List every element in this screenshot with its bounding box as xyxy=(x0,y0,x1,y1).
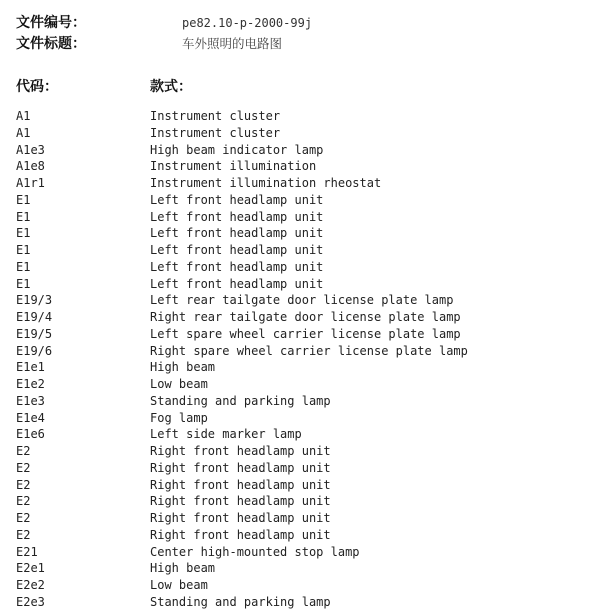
component-description: Low beam xyxy=(150,578,208,592)
doc-number-label: 文件编号： xyxy=(16,15,86,31)
table-row xyxy=(16,560,596,577)
table-row xyxy=(16,594,596,611)
component-description: High beam indicator lamp xyxy=(150,142,324,157)
component-description: Low beam xyxy=(150,377,208,391)
component-description: Fog lamp xyxy=(150,410,208,425)
component-code: E2e1 xyxy=(16,561,45,576)
table-row xyxy=(16,410,596,427)
table-row xyxy=(16,510,596,527)
component-code: E2e2 xyxy=(16,578,45,592)
table-row xyxy=(16,309,596,326)
component-description: Right front headlamp unit xyxy=(150,494,331,509)
doc-title-row xyxy=(16,34,596,54)
component-code: E1 xyxy=(16,209,31,224)
component-code: E1e1 xyxy=(16,360,45,375)
component-code: A1 xyxy=(16,109,31,123)
component-description: Left spare wheel carrier license plate lamp xyxy=(150,326,461,341)
table-row xyxy=(16,326,596,343)
component-code: E19/5 xyxy=(16,326,53,341)
component-code: E1e2 xyxy=(16,377,45,391)
component-code: A1 xyxy=(16,125,31,140)
doc-number-value: pe82.10-p-2000-99j xyxy=(182,16,313,30)
table-row xyxy=(16,259,596,276)
component-code: A1r1 xyxy=(16,176,45,190)
component-code: E2e3 xyxy=(16,594,45,609)
component-code: E1e4 xyxy=(16,410,45,425)
component-description: Instrument cluster xyxy=(150,125,281,140)
code-column-header: 代码： xyxy=(16,79,58,95)
component-code: E1 xyxy=(16,276,31,291)
table-row xyxy=(16,477,596,494)
component-description: Right front headlamp unit xyxy=(150,477,331,492)
component-code: E1 xyxy=(16,243,31,257)
component-code: E2 xyxy=(16,527,31,542)
table-row xyxy=(16,108,596,125)
component-description: Left front headlamp unit xyxy=(150,192,324,207)
component-code: E2 xyxy=(16,511,31,525)
table-row xyxy=(16,125,596,142)
component-description: Right rear tailgate door license plate lamp xyxy=(150,310,461,324)
component-code: E19/4 xyxy=(16,310,53,324)
component-description: Left rear tailgate door license plate lamp xyxy=(150,293,454,308)
component-code: E2 xyxy=(16,494,31,509)
doc-title-label: 文件标题： xyxy=(16,36,86,52)
table-row xyxy=(16,158,596,175)
component-code: E19/3 xyxy=(16,293,53,308)
table-row xyxy=(16,209,596,226)
table-row xyxy=(16,142,596,159)
component-code: E21 xyxy=(16,544,38,559)
component-code: A1e3 xyxy=(16,142,45,157)
component-description: Right front headlamp unit xyxy=(150,527,331,542)
component-description: Right front headlamp unit xyxy=(150,511,331,525)
table-row xyxy=(16,225,596,242)
table-row xyxy=(16,175,596,192)
table-row xyxy=(16,426,596,443)
component-code: E1 xyxy=(16,259,31,274)
table-row xyxy=(16,192,596,209)
table-row xyxy=(16,493,596,510)
table-row xyxy=(16,460,596,477)
component-code: E2 xyxy=(16,477,31,492)
component-code: E19/6 xyxy=(16,343,53,358)
component-code: E1e6 xyxy=(16,427,45,442)
component-description: Right front headlamp unit xyxy=(150,444,331,458)
table-row xyxy=(16,292,596,309)
component-description: Right front headlamp unit xyxy=(150,460,331,475)
component-code: E1 xyxy=(16,226,31,241)
table-row xyxy=(16,443,596,460)
component-code: E1 xyxy=(16,192,31,207)
component-description: Left front headlamp unit xyxy=(150,243,324,257)
description-column-header: 款式： xyxy=(150,79,192,95)
component-description: High beam xyxy=(150,561,216,576)
doc-number-row xyxy=(16,13,596,33)
component-list xyxy=(16,108,596,611)
doc-title-value: 车外照明的电路图 xyxy=(182,36,283,51)
table-row xyxy=(16,242,596,259)
component-description: Right spare wheel carrier license plate lamp xyxy=(150,343,468,358)
component-description: High beam xyxy=(150,360,216,375)
table-row xyxy=(16,393,596,410)
table-row xyxy=(16,527,596,544)
table-row xyxy=(16,376,596,393)
component-description: Left front headlamp unit xyxy=(150,226,324,241)
component-description: Left front headlamp unit xyxy=(150,259,324,274)
component-description: Left front headlamp unit xyxy=(150,276,324,291)
table-row xyxy=(16,577,596,594)
component-description: Standing and parking lamp xyxy=(150,594,331,609)
component-description: Left side marker lamp xyxy=(150,427,302,442)
table-row xyxy=(16,359,596,376)
component-code: A1e8 xyxy=(16,159,45,174)
table-row xyxy=(16,544,596,561)
component-description: Center high-mounted stop lamp xyxy=(150,544,360,559)
component-description: Standing and parking lamp xyxy=(150,393,331,408)
component-description: Left front headlamp unit xyxy=(150,209,324,224)
component-code: E1e3 xyxy=(16,393,45,408)
component-description: Instrument illumination xyxy=(150,159,317,174)
table-row xyxy=(16,276,596,293)
table-row xyxy=(16,343,596,360)
component-code: E2 xyxy=(16,460,31,475)
component-description: Instrument illumination rheostat xyxy=(150,176,382,190)
component-description: Instrument cluster xyxy=(150,109,281,123)
component-code: E2 xyxy=(16,444,31,458)
